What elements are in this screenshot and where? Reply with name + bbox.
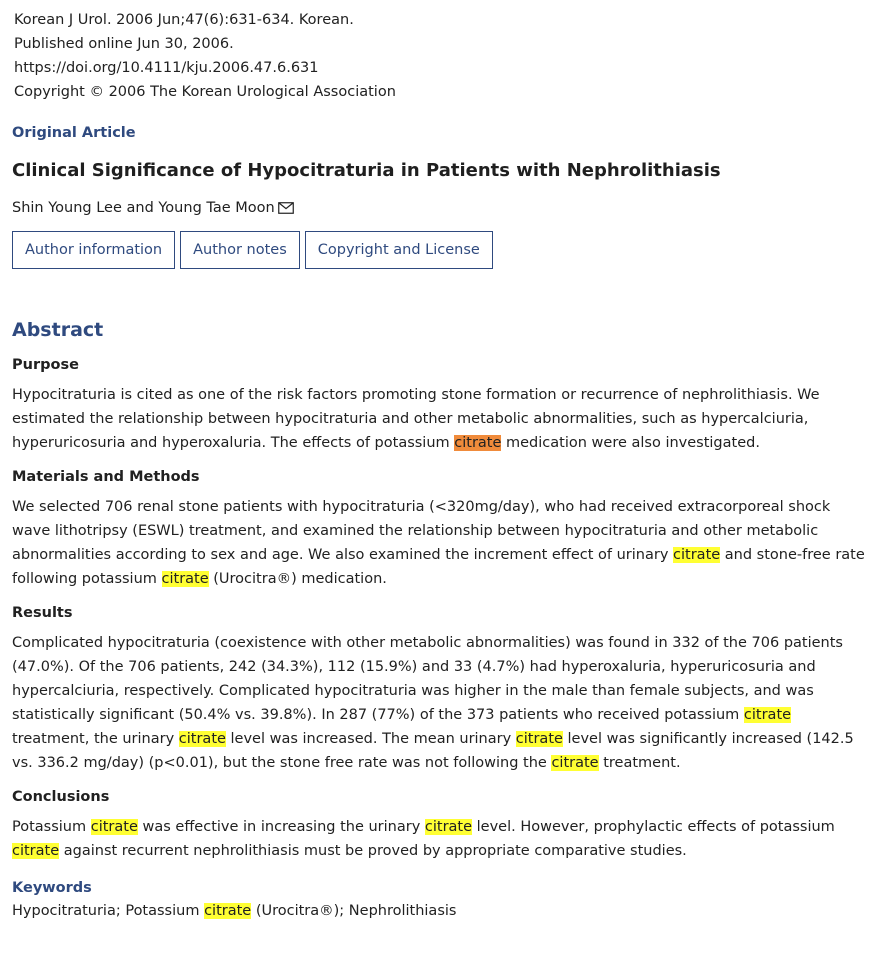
- text-run: Hypocitraturia is cited as one of the risk factors promoting stone formation or recurrence of nephrolithiasis. We estimated the relationship between hypocitraturia and other metabolic abnormalities, such as hypercalciuria, hyperuricosuria and hyperoxaluria. The effects of potassium: [12, 387, 820, 451]
- author-line: [12, 196, 879, 220]
- search-highlight: citrate: [515, 731, 563, 747]
- search-highlight: citrate: [551, 755, 599, 771]
- authors-text: Shin Young Lee and Young Tae Moon: [12, 200, 275, 216]
- text-run: We selected 706 renal stone patients with hypocitraturia (<320mg/day), who had received extracorporeal shock wave lithotripsy (ESWL) treatment, and examined the relationship between hypocitraturia and other metabolic abnormalities according to sex and age. We also examined the increment effect of urinary: [12, 499, 831, 563]
- search-highlight: citrate: [90, 819, 138, 835]
- citation-block: [12, 0, 879, 104]
- search-highlight: citrate: [673, 547, 721, 563]
- results-text: [12, 631, 872, 775]
- methods-text: [12, 495, 872, 591]
- author-notes-button[interactable]: Author notes: [180, 231, 300, 269]
- search-highlight: citrate: [204, 903, 252, 919]
- text-run: (Urocitra®) medication.: [208, 571, 387, 587]
- text-run: Complicated hypocitraturia (coexistence with other metabolic abnormalities) was found in 332 of the 706 patients (47.0%). Of the 706 patients, 242 (34.3%), 112 (15.9%) and 33 (4.7%) had hyperoxaluria, hyperuricosuria and hypercalciuria, respectively. Complicated hypocitraturia was higher in the male than female subjects, and was statistically significant (50.4% vs. 39.8%). In 287 (77%) of the 373 patients who received potassium: [12, 635, 843, 723]
- search-highlight: citrate: [178, 731, 226, 747]
- search-highlight: citrate: [743, 707, 792, 723]
- text-run: Hypocitraturia; Potassium: [12, 903, 205, 919]
- envelope-icon[interactable]: [278, 198, 294, 210]
- search-highlight: citrate: [161, 571, 209, 587]
- copyright-notice: Copyright © 2006 The Korean Urological Association: [14, 84, 396, 100]
- doi-link[interactable]: https://doi.org/10.4111/kju.2006.47.6.631: [14, 60, 319, 76]
- results-heading: Results: [12, 605, 73, 621]
- published-date: Published online Jun 30, 2006.: [14, 36, 234, 52]
- text-run: level. However, prophylactic effects of potassium: [472, 819, 835, 835]
- text-run: was effective in increasing the urinary: [137, 819, 425, 835]
- text-run: medication were also investigated.: [501, 435, 760, 451]
- conclusions-heading: Conclusions: [12, 789, 110, 805]
- text-run: against recurrent nephrolithiasis must be proved by appropriate comparative studies.: [59, 843, 687, 859]
- text-run: treatment, the urinary: [12, 731, 179, 747]
- purpose-heading: Purpose: [12, 357, 79, 373]
- text-run: treatment.: [598, 755, 681, 771]
- article-type: Original Article: [12, 125, 136, 141]
- text-run: level was significantly increased (142.5 vs. 336.2 mg/day) (p<0.01), but the stone free rate was not following the: [12, 731, 854, 771]
- search-highlight-current: citrate: [454, 435, 502, 451]
- text-run: and stone-free rate following potassium: [12, 547, 865, 587]
- purpose-text: [12, 383, 872, 455]
- journal-citation: Korean J Urol. 2006 Jun;47(6):631-634. Korean.: [14, 12, 354, 28]
- author-information-button[interactable]: Author information: [12, 231, 175, 269]
- text-run: level was increased. The mean urinary: [225, 731, 516, 747]
- keywords-text: [12, 899, 879, 923]
- article-title: Clinical Significance of Hypocitraturia in Patients with Nephrolithiasis: [12, 160, 721, 181]
- keywords-heading: Keywords: [12, 880, 92, 896]
- text-run: (Urocitra®); Nephrolithiasis: [251, 903, 457, 919]
- abstract-heading: Abstract: [12, 319, 104, 341]
- search-highlight: citrate: [12, 843, 60, 859]
- conclusions-text: [12, 815, 872, 863]
- search-highlight: citrate: [424, 819, 473, 835]
- methods-heading: Materials and Methods: [12, 469, 200, 485]
- copyright-license-button[interactable]: Copyright and License: [305, 231, 493, 269]
- text-run: Potassium: [12, 819, 91, 835]
- article-info-buttons: [12, 231, 879, 269]
